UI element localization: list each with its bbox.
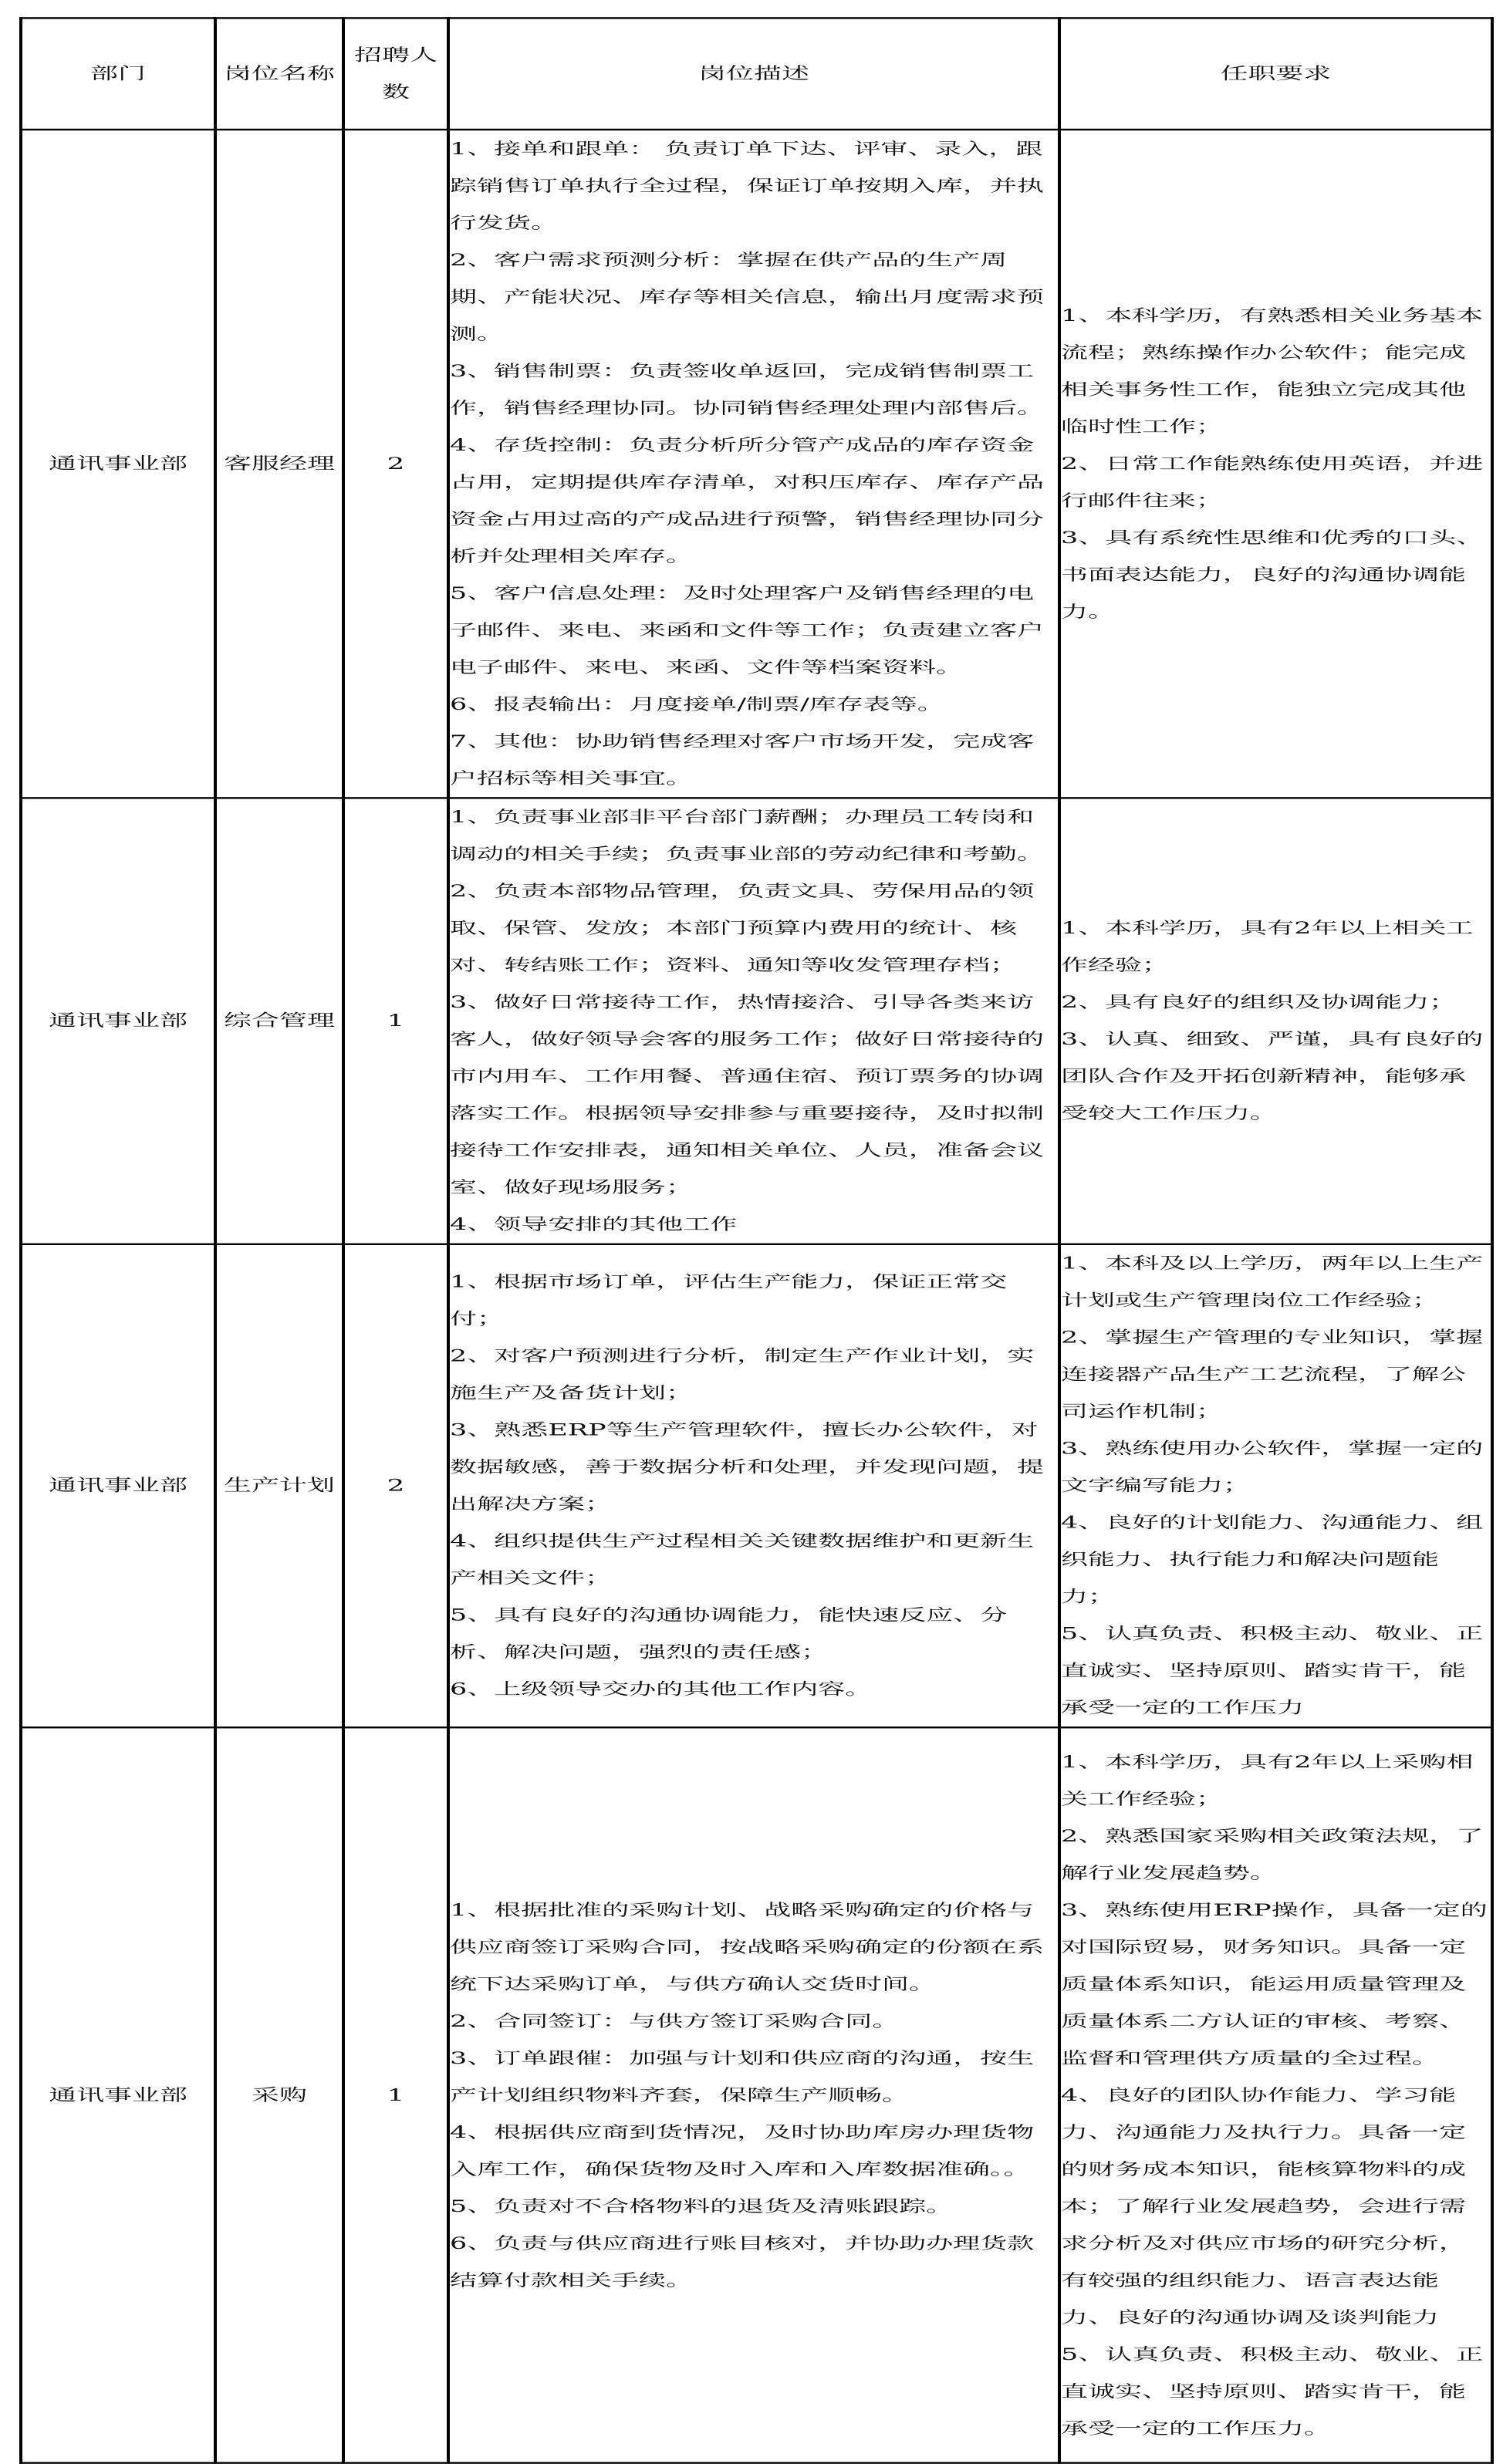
cell-headcount: 1	[343, 798, 448, 1244]
requirement-item: 1、本科及以上学历，两年以上生产计划或生产管理岗位工作经验；	[1061, 1254, 1484, 1311]
cell-position: 生产计划	[215, 1244, 343, 1727]
requirement-item: 1、本科学历，具有2年以上采购相关工作经验；	[1061, 1752, 1474, 1808]
requirement-item: 4、良好的团队协作能力、学习能力、沟通能力及执行力。具备一定的财务成本知识，能核算物料的成本；了解行业发展趋势，会进行需求分析及对供应市场的研究分析，有较强的组织能力、语言表达能力、良好的沟通协调及谈判能力	[1061, 2085, 1467, 2327]
cell-position: 采购	[215, 1727, 343, 2462]
cell-requirements	[1059, 130, 1492, 798]
description-item: 4、组织提供生产过程相关关键数据维护和更新生产相关文件；	[450, 1532, 1035, 1588]
requirement-item: 3、熟练使用办公软件，掌握一定的文字编写能力；	[1061, 1440, 1484, 1496]
cell-department: 通讯事业部	[21, 1244, 215, 1727]
cell-department: 通讯事业部	[21, 798, 215, 1244]
requirement-item: 2、具有良好的组织及协调能力；	[1061, 993, 1457, 1012]
cell-position: 客服经理	[215, 130, 343, 798]
description-item: 1、根据市场订单，评估生产能力，保证正常交付；	[450, 1273, 1008, 1329]
description-item: 4、领导安排的其他工作	[450, 1215, 738, 1234]
header-position: 岗位名称	[215, 18, 343, 130]
requirement-item: 2、熟悉国家采购相关政策法规，了解行业发展趋势。	[1061, 1826, 1484, 1882]
description-item: 2、对客户预测进行分析，制定生产作业计划，实施生产及备货计划；	[450, 1347, 1035, 1403]
requirement-item: 3、熟练使用ERP操作，具备一定的对国际贸易，财务知识。具备一定质量体系知识，能运用质量管理及质量体系二方认证的审核、考察、监督和管理供方质量的全过程。	[1061, 1900, 1488, 2067]
cell-department: 通讯事业部	[21, 1727, 215, 2462]
table-header-row	[21, 18, 1492, 130]
description-item: 7、其他：协助销售经理对客户市场开发，完成客户招标等相关事宜。	[450, 732, 1035, 788]
description-item: 4、根据供应商到货情况，及时协助库房办理货物入库工作，确保货物及时入库和入库数据准确。。	[450, 2122, 1035, 2179]
requirement-item: 1、本科学历，具有2年以上相关工作经验；	[1061, 919, 1474, 975]
table-row	[21, 1727, 1492, 2462]
header-headcount	[343, 18, 448, 130]
cell-department: 通讯事业部	[21, 130, 215, 798]
cell-description	[448, 1727, 1059, 2462]
description-item: 5、负责对不合格物料的退货及清账跟踪。	[450, 2196, 954, 2216]
header-headcount-line2: 数	[381, 83, 410, 102]
cell-description	[448, 1244, 1059, 1727]
cell-position: 综合管理	[215, 798, 343, 1244]
header-department: 部门	[21, 18, 215, 130]
table-row	[21, 1244, 1492, 1727]
requirement-item: 5、认真负责、积极主动、敬业、正直诚实、坚持原则、踏实肯干，能承受一定的工作压力	[1061, 1625, 1484, 1717]
description-item: 3、订单跟催：加强与计划和供应商的沟通，按生产计划组织物料齐套，保障生产顺畅。	[450, 2048, 1035, 2105]
header-requirements: 任职要求	[1059, 18, 1492, 130]
cell-requirements	[1059, 798, 1492, 1244]
cell-headcount: 1	[343, 1727, 448, 2462]
cell-description	[448, 130, 1059, 798]
description-item: 6、上级领导交办的其他工作内容。	[450, 1680, 873, 1699]
description-item: 5、客户信息处理：及时处理客户及销售经理的电子邮件、来电、来函和文件等工作；负责建立客户电子邮件、来电、来函、文件等档案资料。	[450, 584, 1045, 677]
description-item: 1、根据批准的采购计划、战略采购确定的价格与供应商签订采购合同，按战略采购确定的份额在系统下达采购订单，与供方确认交货时间。	[450, 1900, 1045, 1993]
description-item: 5、具有良好的沟通协调能力，能快速反应、分析、解决问题，强烈的责任感；	[450, 1606, 1008, 1662]
requirement-item: 2、日常工作能熟练使用英语，并进行邮件往来；	[1061, 454, 1484, 511]
description-item: 1、接单和跟单： 负责订单下达、评审、录入，跟踪销售订单执行全过程，保证订单按期入库，并执行发货。	[450, 140, 1045, 233]
requirement-item: 4、良好的计划能力、沟通能力、组织能力、执行能力和解决问题能力；	[1061, 1514, 1484, 1606]
description-item: 4、存货控制：负责分析所分管产成品的库存资金占用，定期提供库存清单，对积压库存、库存产品资金占用过高的产成品进行预警，销售经理协同分析并处理相关库存。	[450, 436, 1045, 566]
requirement-item: 5、认真负责、积极主动、敬业、正直诚实、坚持原则、踏实肯干，能承受一定的工作压力。	[1061, 2344, 1484, 2438]
job-openings-table	[19, 17, 1494, 2464]
cell-description	[448, 798, 1059, 1244]
description-item: 3、做好日常接待工作，热情接洽、引导各类来访客人，做好领导会客的服务工作；做好日常接待的市内用车、工作用餐、普通住宿、预订票务的协调落实工作。根据领导安排参与重要接待，及时拟制接待工作安排表，通知相关单位、人员，准备会议室、做好现场服务；	[450, 993, 1045, 1197]
requirement-item: 3、具有系统性思维和优秀的口头、书面表达能力，良好的沟通协调能力。	[1061, 528, 1484, 622]
header-description: 岗位描述	[448, 18, 1059, 130]
description-item: 1、负责事业部非平台部门薪酬；办理员工转岗和调动的相关手续；负责事业部的劳动纪律和考勤。	[450, 808, 1045, 864]
description-item: 6、报表输出：月度接单/制票/库存表等。	[450, 695, 944, 714]
header-headcount-line1: 招聘人	[353, 46, 437, 65]
description-item: 2、合同签订：与供方签订采购合同。	[450, 2011, 900, 2030]
table-row	[21, 130, 1492, 798]
requirement-item: 1、本科学历，有熟悉相关业务基本流程；熟练操作办公软件；能完成相关事务性工作，能独立完成其他临时性工作；	[1061, 306, 1484, 437]
description-item: 2、负责本部物品管理，负责文具、劳保用品的领取、保管、发放；本部门预算内费用的统计、核对、转结账工作；资料、通知等收发管理存档；	[450, 882, 1035, 975]
cell-requirements	[1059, 1244, 1492, 1727]
table-row	[21, 798, 1492, 1244]
requirement-item: 2、掌握生产管理的专业知识，掌握连接器产品生产工艺流程，了解公司运作机制；	[1061, 1328, 1484, 1422]
cell-headcount: 2	[343, 1244, 448, 1727]
cell-requirements	[1059, 1727, 1492, 2462]
description-item: 2、客户需求预测分析：掌握在供产品的生产周期、产能状况、库存等相关信息，输出月度需求预测。	[450, 251, 1045, 344]
description-item: 6、负责与供应商进行账目核对，并协助办理货款结算付款相关手续。	[450, 2233, 1035, 2290]
cell-headcount: 2	[343, 130, 448, 798]
requirement-item: 3、认真、细致、严谨，具有良好的团队合作及开拓创新精神，能够承受较大工作压力。	[1061, 1030, 1484, 1123]
description-item: 3、熟悉ERP等生产管理软件，擅长办公软件，对数据敏感，善于数据分析和处理，并发现问题，提出解决方案；	[450, 1421, 1045, 1514]
description-item: 3、销售制票：负责签收单返回，完成销售制票工作，销售经理协同。协同销售经理处理内部售后。	[450, 362, 1045, 418]
